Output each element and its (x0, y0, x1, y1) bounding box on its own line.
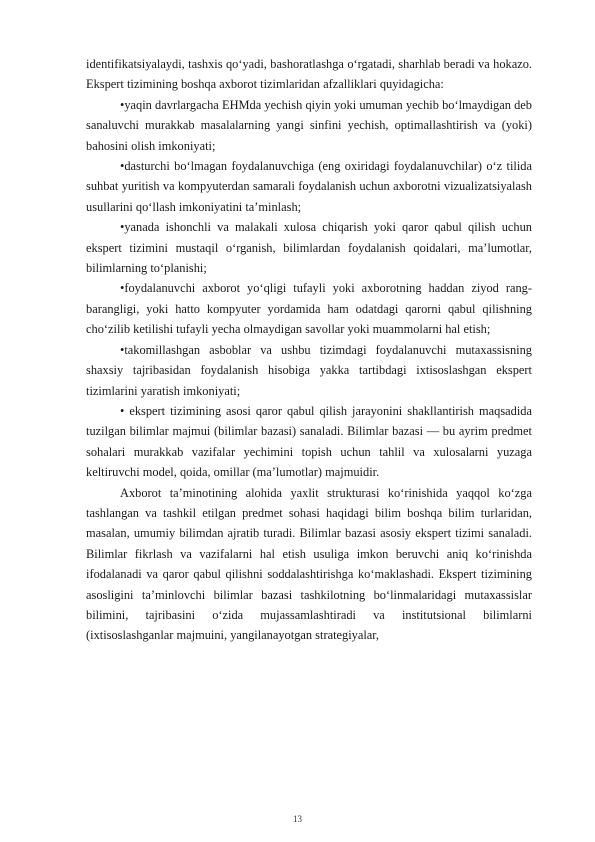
page-number: 13 (293, 814, 302, 824)
paragraph-intro: identifikatsiyalaydi, tashxis qo‘yadi, bashoratlashga o‘rgatadi, sharhlab beradi va hokazo. Ekspert tizimining boshqa axborot tizimlaridan afzalliklari quyidagicha: (86, 57, 532, 92)
paragraph-bullet-2: •dasturchi bo‘lmagan foydalanuvchiga (eng oxiridagi foydalanuvchilar) o‘z tilida suhbat yuritish va kompyuterdan samarali foydalanish uchun axborotni vizualizatsiyalash usullarini qo‘llash imkoniyatini ta’minlash; (86, 159, 532, 214)
paragraph-bullet-4: •foydalanuvchi axborot yo‘qligi tufayli yoki axborotning haddan ziyod rang-barangligi, yoki hatto kompyuter yordamida ham odatdagi qarorni qabul qilishning cho‘zilib ketilishi tufayli yecha olmaydigan savollar yoki muammolarni hal etish; (86, 281, 532, 337)
paragraph-bullet-1: •yaqin davrlargacha EHMda yechish qiyin yoki umuman yechib bo‘lmaydigan deb sanaluvchi murakkab masalalarning yangi sinfini yechish, optimallashtirish va (yoki) bahosini olish imkoniyati; (86, 97, 532, 153)
paragraph-bullet-5: •takomillashgan asboblar va ushbu tizimdagi foydalanuvchi mutaxassisning shaxsiy tajribasidan foydalanish hisobiga yakka tartibdagi ixtisoslashgan ekspert tizimlarini yaratish imkoniyati; (86, 342, 532, 398)
paragraph-bullet-3: •yanada ishonchli va malakali xulosa chiqarish yoki qaror qabul qilish uchun ekspert tizimini mustaqil o‘rganish, bilimlardan foydalanish qoidalari, ma’lumotlar, bilimlarning to‘planishi; (86, 220, 532, 276)
document-body (86, 54, 532, 646)
paragraph-bullet-6: • ekspert tizimining asosi qaror qabul qilish jarayonini shakllantirish maqsadida tuzilgan bilimlar majmui (bilimlar bazasi) sanaladi. Bilimlar bazasi — bu ayrim predmet sohalari murakkab vazifalar yechimini topish uchun tahlil va xulosalarni yuzaga keltiruvchi model, qoida, omillar (ma’lumotlar) majmuidir. (86, 403, 532, 480)
paragraph-knowledge-base: Axborot ta’minotining alohida yaxlit strukturasi ko‘rinishida yaqqol ko‘zga tashlangan va tashkil etilgan predmet sohasi haqidagi bilim boshqa bilim turlaridan, masalan, umumiy bilimdan ajratib turadi. Bilimlar bazasi asosiy ekspert tizimi sanaladi. Bilimlar fikrlash va vazifalarni hal etish usuliga imkon beruvchi aniq ko‘rinishda ifodalanadi va qaror qabul qilishni soddalashtirishga ko‘maklashadi. Ekspert tizimining asosligini ta’minlovchi bilimlar bazasi tashkilotning bo‘linmalaridagi mutaxassislar bilimini, tajribasini o‘zida mujassamlashtiradi va institutsional bilimlarni (ixtisoslashganlar majmuini, yangilanayotgan strategiyalar, (86, 485, 532, 643)
